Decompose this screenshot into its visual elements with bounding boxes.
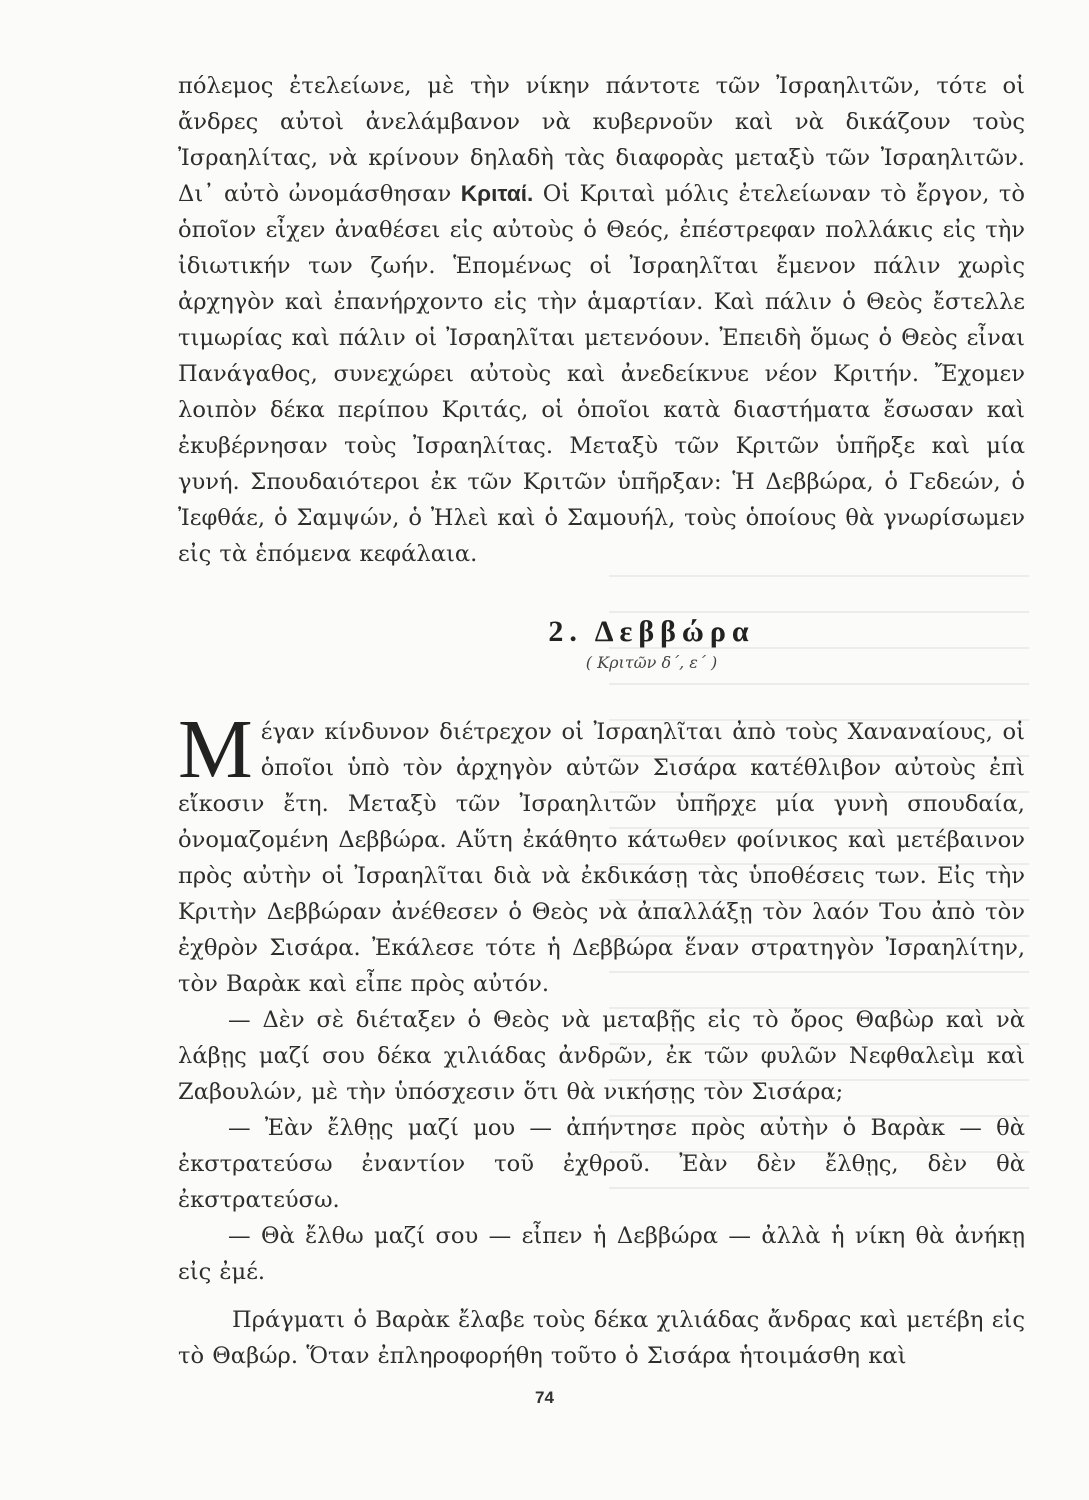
opening-text: έγαν κίνδυνον διέτρεχον οἱ Ἰσραηλῖται ἀπὸ τοὺς Χαναναίους, οἱ ὁποῖοι ὑπὸ τὸν ἀρχηγὸν αὐτῶν Σισάρα κατέθλιβον αὐτοὺς ἐπὶ εἴκοσιν ἔτη. Μεταξὺ τῶν Ἰσραηλιτῶν ὑπῆρχε μία γυνὴ σπουδαία, ὀνομαζομένη Δεββώρα. Αὕτη ἐκάθητο κάτωθεν φοίνικος καὶ μετέβαινον πρὸς αὐτὴν οἱ Ἰσραηλῖται διὰ νὰ ἐκδικάσῃ τὰς ὑποθέσεις των. Εἰς τὴν Κριτὴν Δεββώραν ἀνέθεσεν ὁ Θεὸς νὰ ἀπαλλάξῃ τὸν λαόν Του ἀπὸ τὸν ἐχθρὸν Σισάρα. Ἐκάλεσε τότε ἡ Δεββώρα ἕναν στρατηγὸν Ἰσραηλίτην, τὸν Βαρὰκ καὶ εἶπε πρὸς αὐτόν.	[178, 719, 1025, 997]
dialogue-line-3: — Θὰ ἔλθω μαζί σου — εἶπεν ἡ Δεββώρα — ἀλλὰ ἡ νίκη θὰ ἀνήκῃ εἰς ἐμέ.	[178, 1223, 1025, 1285]
intro-text: πόλεμος ἐτελείωνε, μὲ τὴν νίκην πάντοτε τῶν Ἰσραηλιτῶν, τότε οἱ ἄνδρες αὐτοὶ ἀνελάμβανον νὰ κυβερνοῦν καὶ νὰ δικάζουν τοὺς Ἰσραηλίτας, νὰ κρίνουν δηλαδὴ τὰς διαφορὰς μεταξὺ τῶν Ἰσραηλιτῶν. Δι᾽ αὐτὸ ὠνομάσθησαν	[178, 73, 1025, 207]
closing-paragraph: Πράγματι ὁ Βαρὰκ ἔλαβε τοὺς δέκα χιλιάδας ἄνδρας καὶ μετέβη εἰς τὸ Θαβώρ. Ὅταν ἐπληροφορήθη τοῦτο ὁ Σισάρα ἡτοιμάσθη καὶ	[178, 1307, 1025, 1369]
intro-text-rest: Οἱ Κριταὶ μόλις ἐτελείωναν τὸ ἔργον, τὸ ὁποῖον εἶχεν ἀναθέσει εἰς αὐτοὺς ὁ Θεός, ἐπέστρεφαν πολλάκις εἰς τὴν ἰδιωτικήν των ζωήν. Ἑπομένως οἱ Ἰσραηλῖται ἔμενον πάλιν χωρὶς ἀρχηγὸν καὶ ἐπανήρχοντο εἰς τὴν ἁμαρτίαν. Καὶ πάλιν ὁ Θεὸς ἔστελλε τιμωρίας καὶ πάλιν οἱ Ἰσραηλῖται μετενόουν. Ἐπειδὴ ὅμως ὁ Θεὸς εἶναι Πανάγαθος, συνεχώρει αὐτοὺς καὶ ἀνεδείκνυε νέον Κριτήν. Ἔχομεν λοιπὸν δέκα περίπου Κριτάς, οἱ ὁποῖοι κατὰ διαστήματα ἔσωσαν καὶ ἐκυβέρνησαν τοὺς Ἰσραηλίτας. Μεταξὺ τῶν Κριτῶν ὑπῆρξε καὶ μία γυνή. Σπουδαιότεροι ἐκ τῶν Κριτῶν ὑπῆρξαν: Ἡ Δεββώρα, ὁ Γεδεών, ὁ Ἰεφθάε, ὁ Σαμψών, ὁ Ἠλεὶ καὶ ὁ Σαμουήλ, τοὺς ὁποίους θὰ γνωρίσωμεν εἰς τὰ ἑπόμενα κεφάλαια.	[178, 181, 1025, 567]
dialogue-line-2: — Ἐὰν ἔλθῃς μαζί μου — ἀπήντησε πρὸς αὐτὴν ὁ Βαρὰκ — θὰ ἐκστρατεύσω ἐναντίον τοῦ ἐχθροῦ. Ἐὰν δὲν ἔλθῃς, δὲν θὰ ἐκστρατεύσω.	[178, 1115, 1025, 1213]
book-page	[178, 68, 1025, 1374]
chapter-reference: ( Κριτῶν δ΄, ε΄ )	[585, 653, 718, 672]
term-kritai: Κριταί.	[460, 181, 534, 206]
intro-paragraph	[178, 68, 1025, 572]
chapter-title: 2. Δεββώρα	[548, 615, 755, 648]
chapter-heading	[278, 612, 1025, 674]
page-number: 74	[535, 1388, 554, 1407]
drop-cap: Μ	[178, 703, 253, 796]
dialogue-line-1: — Δὲν σὲ διέταξεν ὁ Θεὸς νὰ μεταβῇς εἰς τὸ ὄρος Θαβὼρ καὶ νὰ λάβῃς μαζί σου δέκα χιλιάδας ἀνδρῶν, ἐκ τῶν φυλῶν Νεφθαλεὶμ καὶ Ζαβουλών, μὲ τὴν ὑπόσχεσιν ὅτι θὰ νικήσῃς τὸν Σισάρα;	[178, 1007, 1025, 1105]
opening-paragraph	[178, 703, 1025, 1002]
